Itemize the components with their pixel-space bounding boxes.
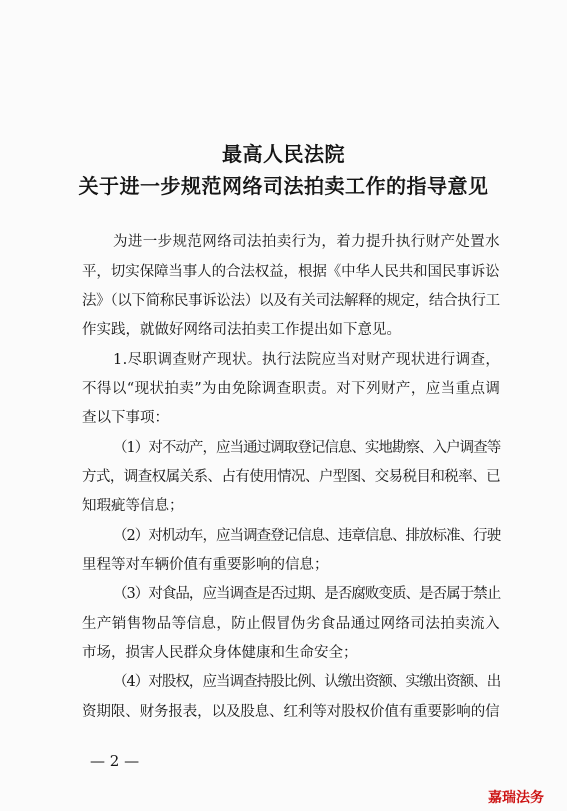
body-line-17: 资期限、财务报表，以及股息、红利等对股权价值有重要影响的信 — [82, 704, 500, 720]
document-title-issuer: 最高人民法院 — [222, 142, 345, 166]
watermark: 嘉瑞法务 — [488, 790, 544, 806]
body-line-14: 生产销售物品等信息，防止假冒伪劣食品通过网络司法拍卖流入 — [82, 616, 500, 632]
document-title-subject: 关于进一步规范网络司法拍卖工作的指导意见 — [78, 174, 489, 198]
body-line-10: 知瑕疵等信息； — [82, 498, 184, 514]
page-number: — 2 — — [90, 752, 140, 770]
body-line-6: 不得以“现状拍卖”为由免除调查职责。对下列财产，应当重点调 — [82, 381, 501, 397]
body-line-5: 1.尽职调查财产现状。执行法院应当对财产现状进行调查， — [113, 352, 501, 368]
body-line-8: （1）对不动产，应当通过调取登记信息、实地勘察、入户调查等 — [113, 440, 501, 456]
body-line-9: 方式，调查权属关系、占有使用情况、户型图、交易税目和税率、已 — [82, 469, 500, 485]
body-line-13: （3）对食品，应当调查是否过期、是否腐败变质、是否属于禁止 — [113, 586, 501, 602]
body-line-1: 为进一步规范网络司法拍卖行为，着力提升执行财产处置水 — [113, 234, 500, 250]
body-line-3: 法》（以下简称民事诉讼法）以及有关司法解释的规定，结合执行工 — [82, 293, 500, 309]
body-line-12: 里程等对车辆价值有重要影响的信息； — [82, 557, 329, 573]
body-line-2: 平，切实保障当事人的合法权益，根据《中华人民共和国民事诉讼 — [82, 264, 500, 280]
body-line-7: 查以下事项： — [82, 410, 169, 426]
body-line-4: 作实践，就做好网络司法拍卖工作提出如下意见。 — [82, 322, 401, 338]
body-line-16: （4）对股权，应当调查持股比例、认缴出资额、实缴出资额、出 — [113, 674, 501, 690]
body-line-11: （2）对机动车，应当调查登记信息、违章信息、排放标准、行驶 — [113, 528, 501, 544]
body-line-15: 市场，损害人民群众身体健康和生命安全； — [82, 645, 358, 661]
